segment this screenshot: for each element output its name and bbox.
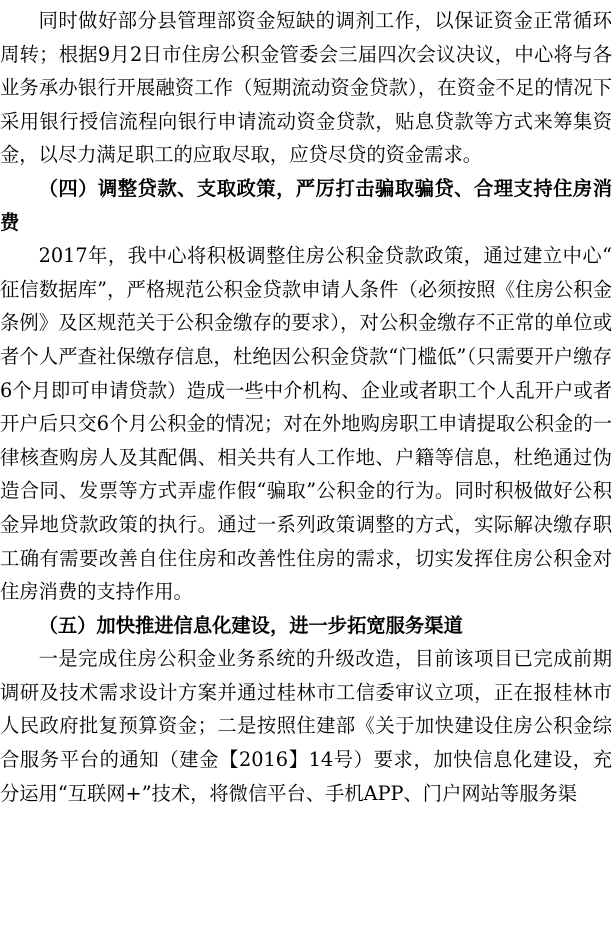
paragraph-loan-policy: 2017年，我中心将积极调整住房公积金贷款政策，通过建立中心“征信数据库”，严格规范公积金贷款申请人条件（必须按照《住房公积金条例》及区规范关于公积金缴存的要求），对公积金缴存不正常的单位或者个人严查社保缴存信息，杜绝因公积金贷款“门槛低”（只需要开户缴存6个月即可申请贷款）造成一些中介机构、企业或者职工个人乱开户或者开户后只交6个月公积金的情况；对在外地购房职工申请提取公积金的一律核查购房人及其配偶、相关共有人工作地、户籍等信息，杜绝通过伪造合同、发票等方式弄虚作假“骗取”公积金的行为。同时积极做好公积金异地贷款政策的执行。通过一系列政策调整的方式，实际解决缴存职工确有需要改善自住住房和改善性住房的需求，切实发挥住房公积金对住房消费的支持作用。: [0, 244, 612, 604]
paragraph-fund-adjustment: 同时做好部分县管理部资金短缺的调剂工作，以保证资金正常循环周转；根据9月2日市住房公积金管委会三届四次会议决议，中心将与各业务承办银行开展融资工作（短期流动资金贷款），在资金不足的情况下采用银行授信流程向银行申请流动资金贷款，贴息贷款等方式来筹集资金，以尽力满足职工的应取尽取，应贷尽贷的资金需求。: [0, 9, 612, 167]
paragraph-informatization: 一是完成住房公积金业务系统的升级改造，目前该项目已完成前期调研及技术需求设计方案并通过桂林市工信委审议立项，正在报桂林市人民政府批复预算资金；二是按照住建部《关于加快建设住房公积金综合服务平台的通知（建金【2016】14号）要求，加快信息化建设，充分运用“互联网+”技术，将微信平台、手机APP、门户网站等服务渠: [0, 647, 612, 805]
section-heading-5: （五）加快推进信息化建设，进一步拓宽服务渠道: [38, 613, 463, 637]
section-heading-4: （四）调整贷款、支取政策，严厉打击骗取骗贷、合理支持住房消费: [0, 176, 612, 234]
